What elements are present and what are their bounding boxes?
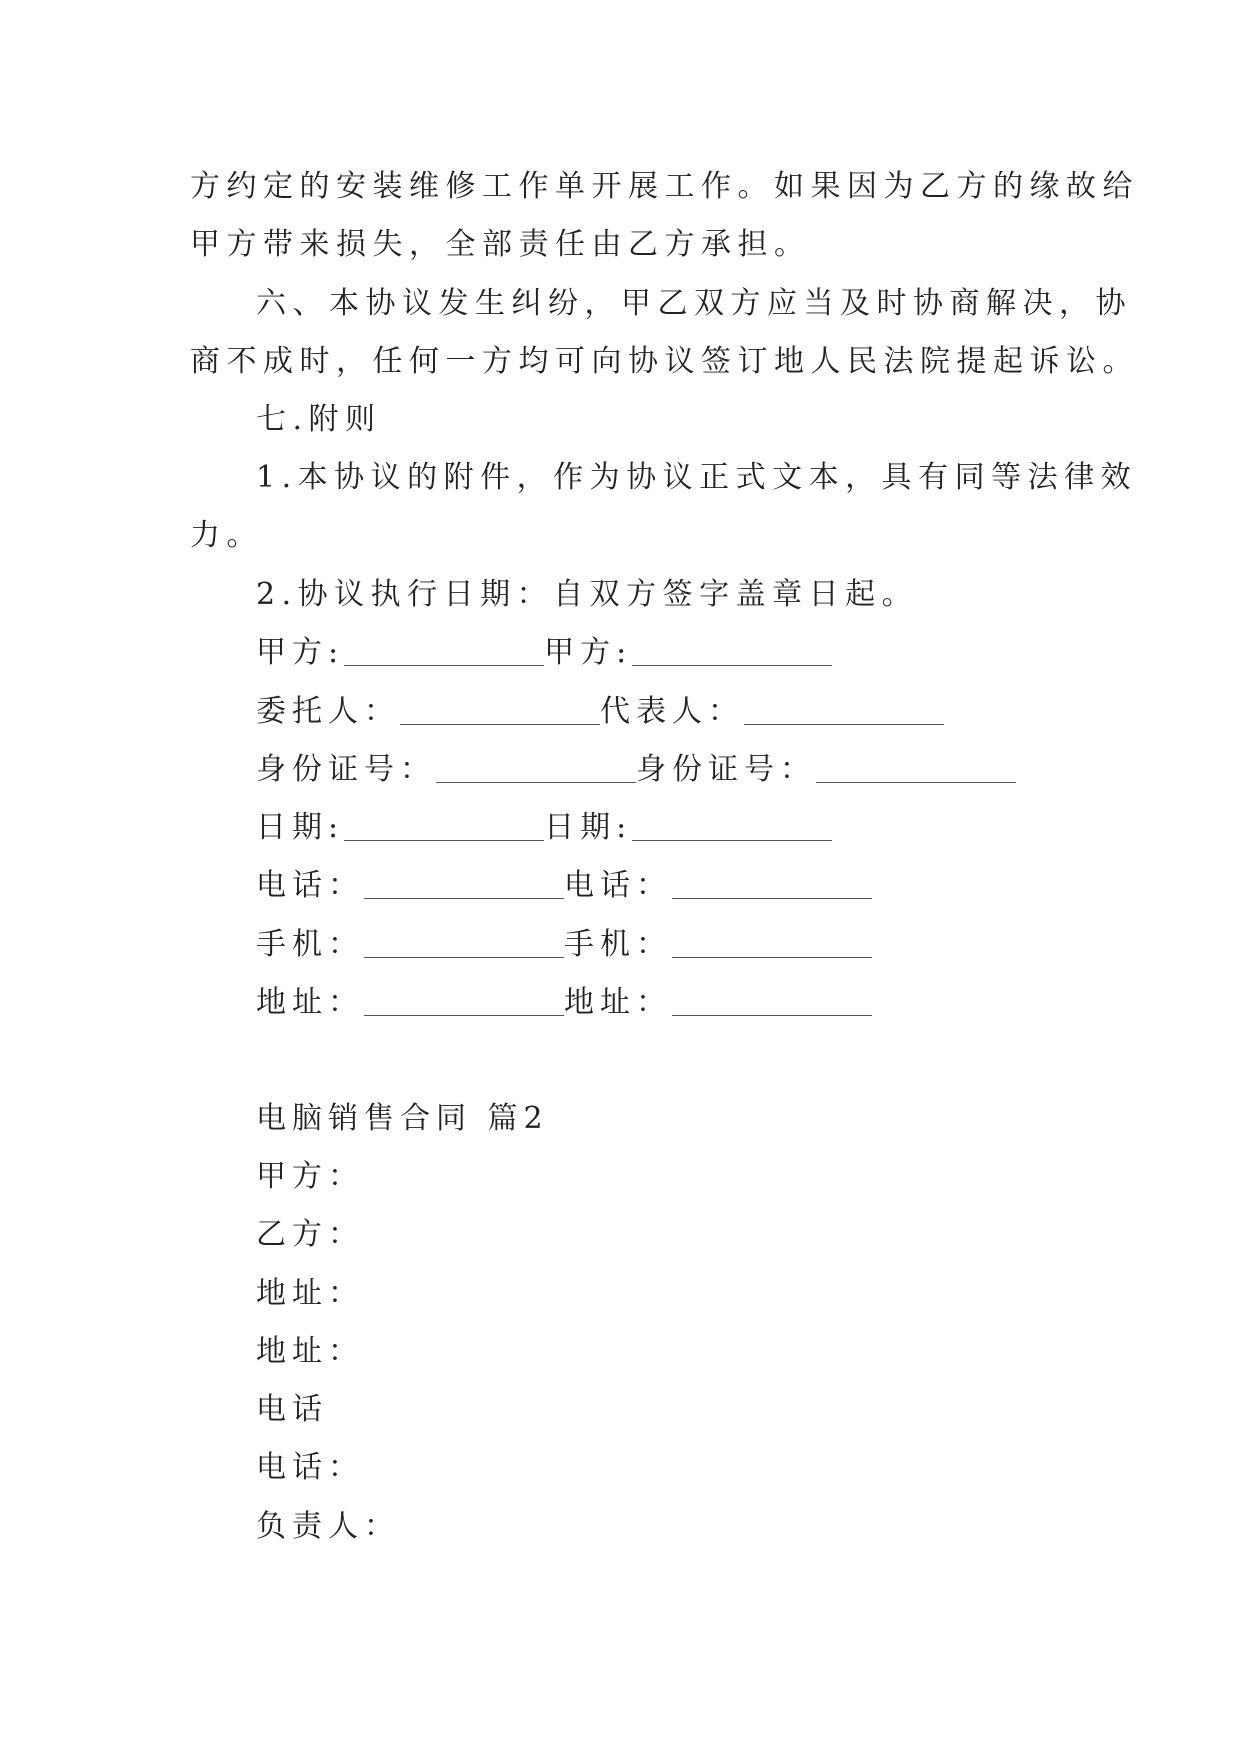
signature-left-label: 地址：: [256, 985, 364, 1020]
signature-right-label: 甲方:: [544, 635, 633, 670]
field-label: 地址：: [256, 1334, 364, 1369]
signature-blank-left[interactable]: [364, 925, 564, 958]
signature-row-party: [256, 633, 832, 673]
signature-right-label: 身份证号：: [636, 752, 816, 787]
signature-blank-right[interactable]: [672, 925, 872, 958]
signature-blank-left[interactable]: [364, 866, 564, 899]
field-label: 甲方：: [256, 1159, 364, 1194]
body-line: 2.协议执行日期：自双方签字盖章日起。: [256, 577, 919, 612]
signature-blank-left[interactable]: [344, 633, 544, 666]
body-line: 1.本协议的附件，作为协议正式文本，具有同等法律效: [256, 460, 1138, 495]
signature-right-label: 地址：: [564, 985, 672, 1020]
signature-right-label: 日期:: [544, 810, 633, 845]
body-line: 商不成时，任何一方均可向协议签订地人民法院提起诉讼。: [190, 344, 1139, 379]
signature-left-label: 日期:: [256, 810, 345, 845]
signature-blank-right[interactable]: [632, 808, 832, 841]
signature-left-label: 甲方:: [256, 635, 345, 670]
signature-left-label: 电话：: [256, 868, 364, 903]
field-label: 电话：: [256, 1450, 364, 1485]
signature-blank-left[interactable]: [364, 983, 564, 1016]
body-line: 力。: [190, 518, 263, 553]
field-label: 电话: [256, 1392, 328, 1427]
signature-right-label: 代表人：: [600, 694, 744, 729]
signature-blank-right[interactable]: [672, 983, 872, 1016]
signature-left-label: 委托人：: [256, 694, 400, 729]
signature-right-label: 电话：: [564, 868, 672, 903]
body-line: 六、本协议发生纠纷，甲乙双方应当及时协商解决，协: [256, 286, 1132, 321]
signature-blank-right[interactable]: [744, 692, 944, 725]
signature-row-id-number: [256, 750, 1016, 790]
signature-left-label: 手机：: [256, 927, 364, 962]
signature-blank-left[interactable]: [400, 692, 600, 725]
contract-title: 电脑销售合同 篇2: [256, 1101, 549, 1136]
body-line: 甲方带来损失，全部责任由乙方承担。: [190, 227, 811, 262]
signature-row-address: [256, 983, 872, 1023]
signature-left-label: 身份证号：: [256, 752, 436, 787]
signature-blank-right[interactable]: [672, 866, 872, 899]
signature-blank-right[interactable]: [632, 633, 832, 666]
signature-blank-left[interactable]: [436, 750, 636, 783]
section-heading: 七.附则: [256, 402, 382, 437]
field-label: 负责人：: [256, 1509, 400, 1544]
signature-row-representative: [256, 692, 944, 732]
signature-row-phone: [256, 866, 872, 906]
body-line: 方约定的安装维修工作单开展工作。如果因为乙方的缘故给: [190, 169, 1139, 204]
signature-row-mobile: [256, 925, 872, 965]
signature-row-date: [256, 808, 832, 848]
field-label: 乙方：: [256, 1217, 364, 1252]
signature-blank-right[interactable]: [816, 750, 1016, 783]
signature-right-label: 手机：: [564, 927, 672, 962]
signature-blank-left[interactable]: [344, 808, 544, 841]
field-label: 地址：: [256, 1276, 364, 1311]
